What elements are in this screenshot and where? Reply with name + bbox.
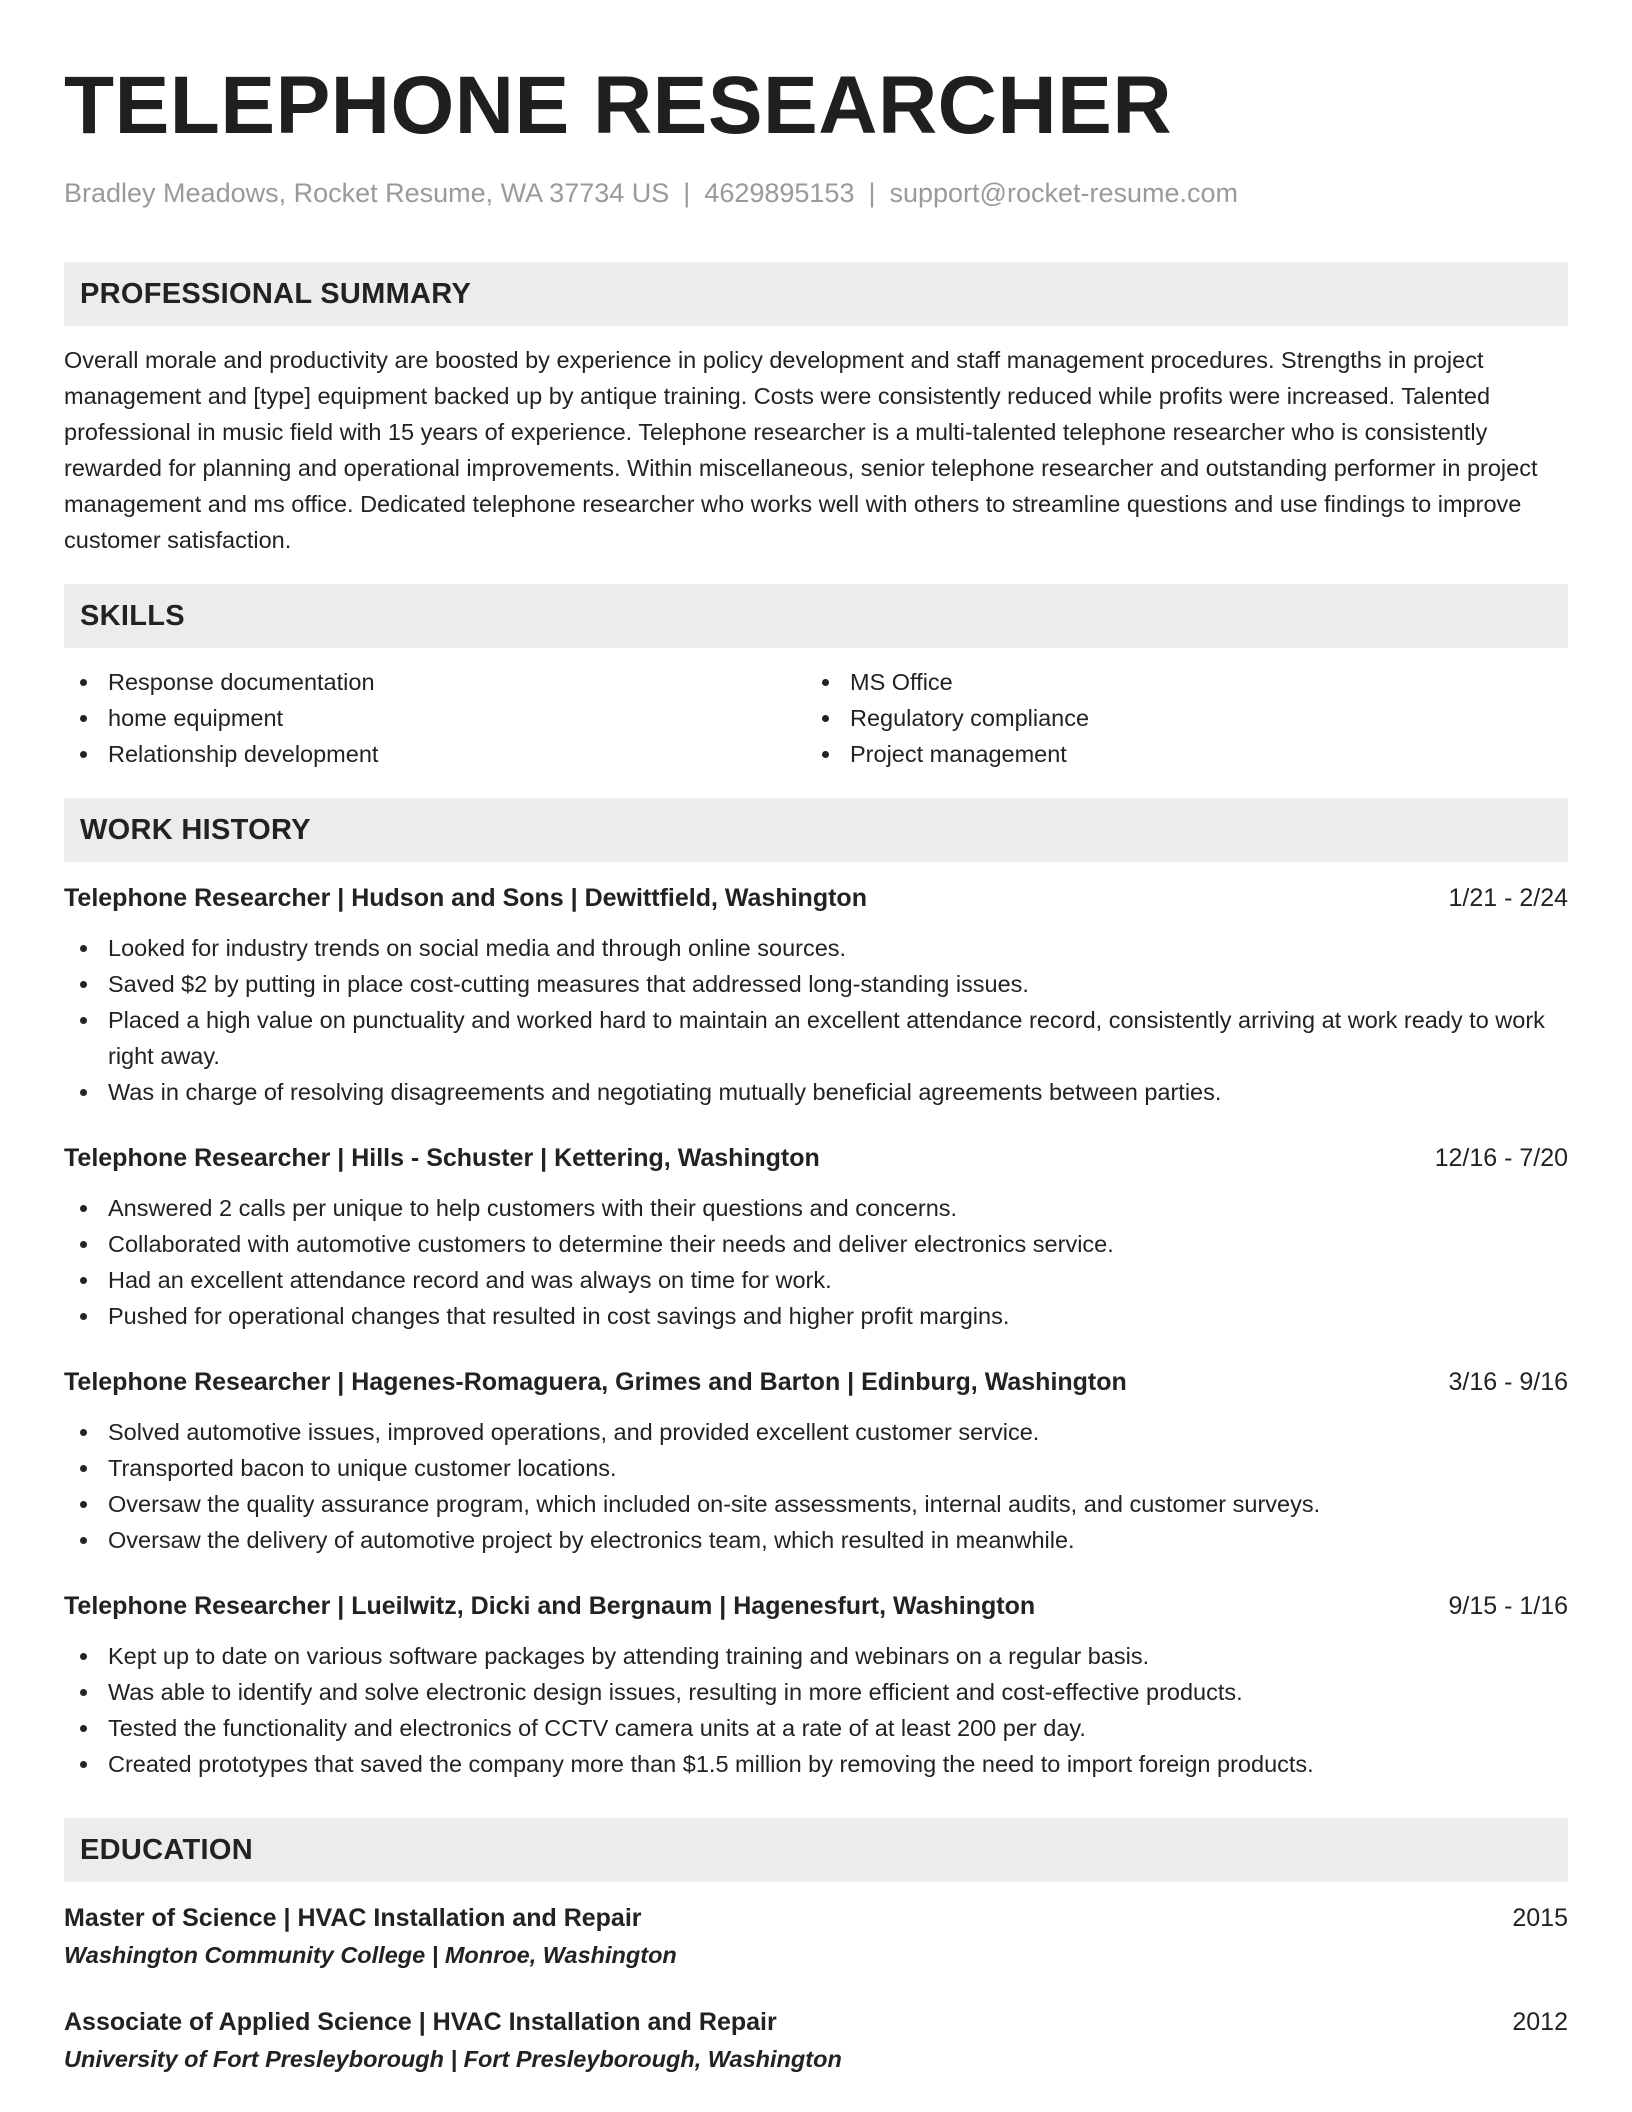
job-dates: 9/15 - 1/16 [1448, 1592, 1568, 1620]
contact-separator: | [683, 178, 691, 208]
job-title: Telephone Researcher | Hudson and Sons | Dewittfield, Washington [64, 884, 867, 912]
job-bullet: Was in charge of resolving disagreements and negotiating mutually beneficial agreements between parties. [64, 1074, 1568, 1110]
skill-item: Relationship development [64, 736, 806, 772]
job-bullet: Oversaw the delivery of automotive project by electronics team, which resulted in meanwhile. [64, 1522, 1568, 1558]
education-degree: Associate of Applied Science | HVAC Installation and Repair [64, 2008, 777, 2036]
education-year: 2012 [1512, 2008, 1568, 2036]
skill-item: home equipment [64, 700, 806, 736]
job-bullet: Tested the functionality and electronics of CCTV camera units at a rate of at least 200 per day. [64, 1710, 1568, 1746]
job-bullet: Collaborated with automotive customers to determine their needs and deliver electronics service. [64, 1226, 1568, 1262]
job-title: Telephone Researcher | Lueilwitz, Dicki and Bergnaum | Hagenesfurt, Washington [64, 1592, 1036, 1620]
job-bullet: Had an excellent attendance record and was always on time for work. [64, 1262, 1568, 1298]
job-bullet: Placed a high value on punctuality and worked hard to maintain an excellent attendance record, consistently arriving at work ready to work right away. [64, 1002, 1568, 1074]
contact-phone: 4629895153 [704, 178, 855, 208]
job-bullet: Created prototypes that saved the company more than $1.5 million by removing the need to import foreign products. [64, 1746, 1568, 1782]
job-bullet: Solved automotive issues, improved operations, and provided excellent customer service. [64, 1414, 1568, 1450]
education-school: Washington Community College | Monroe, Washington [64, 1942, 677, 1968]
contact-line [64, 176, 1568, 210]
job-entry [64, 1364, 1568, 1558]
job-bullet: Answered 2 calls per unique to help customers with their questions and concerns. [64, 1190, 1568, 1226]
job-bullets [64, 1638, 1568, 1782]
job-bullet: Looked for industry trends on social media and through online sources. [64, 930, 1568, 966]
job-entry [64, 880, 1568, 1110]
job-header [64, 1140, 1568, 1176]
education-header [64, 1900, 1568, 1936]
education-section-header: EDUCATION [64, 1818, 1568, 1882]
job-bullets [64, 1190, 1568, 1334]
candidate-name: TELEPHONE RESEARCHER [64, 60, 1173, 151]
summary-section-header: PROFESSIONAL SUMMARY [64, 262, 1568, 326]
education-header [64, 2004, 1568, 2040]
job-dates: 3/16 - 9/16 [1448, 1368, 1568, 1396]
job-bullet: Was able to identify and solve electronic design issues, resulting in more efficient and cost-effective products. [64, 1674, 1568, 1710]
summary-text: Overall morale and productivity are boosted by experience in policy development and staff management procedures. Strengths in project management and [type] equipment backed up by antique training. Costs were consistently reduced while profits were increased. Talented professional in music field with 15 years of experience. Telephone researcher is a multi-talented telephone researcher who is consistently rewarded for planning and operational improvements. Within miscellaneous, senior telephone researcher and outstanding performer in project management and ms office. Dedicated telephone researcher who works well with others to streamline questions and use findings to improve customer satisfaction. [64, 347, 1538, 553]
job-bullet: Oversaw the quality assurance program, which included on-site assessments, internal audits, and customer surveys. [64, 1486, 1568, 1522]
job-title: Telephone Researcher | Hagenes-Romaguera, Grimes and Barton | Edinburg, Washington [64, 1368, 1127, 1396]
job-header [64, 1364, 1568, 1400]
education-entry [64, 2004, 1568, 2078]
job-entry [64, 1588, 1568, 1782]
contact-email[interactable]: support@rocket-resume.com [889, 178, 1239, 208]
work-section-header: WORK HISTORY [64, 798, 1568, 862]
skills-list [64, 664, 1568, 772]
job-title: Telephone Researcher | Hills - Schuster | Kettering, Washington [64, 1144, 820, 1172]
education-entry [64, 1900, 1568, 1974]
job-bullets [64, 930, 1568, 1110]
education-school: University of Fort Presleyborough | Fort Presleyborough, Washington [64, 2046, 842, 2072]
contact-address: Bradley Meadows, Rocket Resume, WA 37734 US [64, 178, 670, 208]
skills-column-right [806, 664, 1548, 772]
skill-item: Response documentation [64, 664, 806, 700]
job-bullets [64, 1414, 1568, 1558]
job-header [64, 880, 1568, 916]
education-year: 2015 [1512, 1904, 1568, 1932]
skills-section-header: SKILLS [64, 584, 1568, 648]
job-bullet: Saved $2 by putting in place cost-cutting measures that addressed long-standing issues. [64, 966, 1568, 1002]
skill-item: Regulatory compliance [806, 700, 1548, 736]
job-bullet: Transported bacon to unique customer locations. [64, 1450, 1568, 1486]
skill-item: MS Office [806, 664, 1548, 700]
job-entry [64, 1140, 1568, 1334]
job-dates: 12/16 - 7/20 [1434, 1144, 1568, 1172]
job-dates: 1/21 - 2/24 [1448, 884, 1568, 912]
skill-item: Project management [806, 736, 1548, 772]
education-degree: Master of Science | HVAC Installation and Repair [64, 1904, 642, 1932]
job-bullet: Kept up to date on various software packages by attending training and webinars on a regular basis. [64, 1638, 1568, 1674]
skills-column-left [64, 664, 806, 772]
job-bullet: Pushed for operational changes that resulted in cost savings and higher profit margins. [64, 1298, 1568, 1334]
contact-separator: | [868, 178, 876, 208]
job-header [64, 1588, 1568, 1624]
